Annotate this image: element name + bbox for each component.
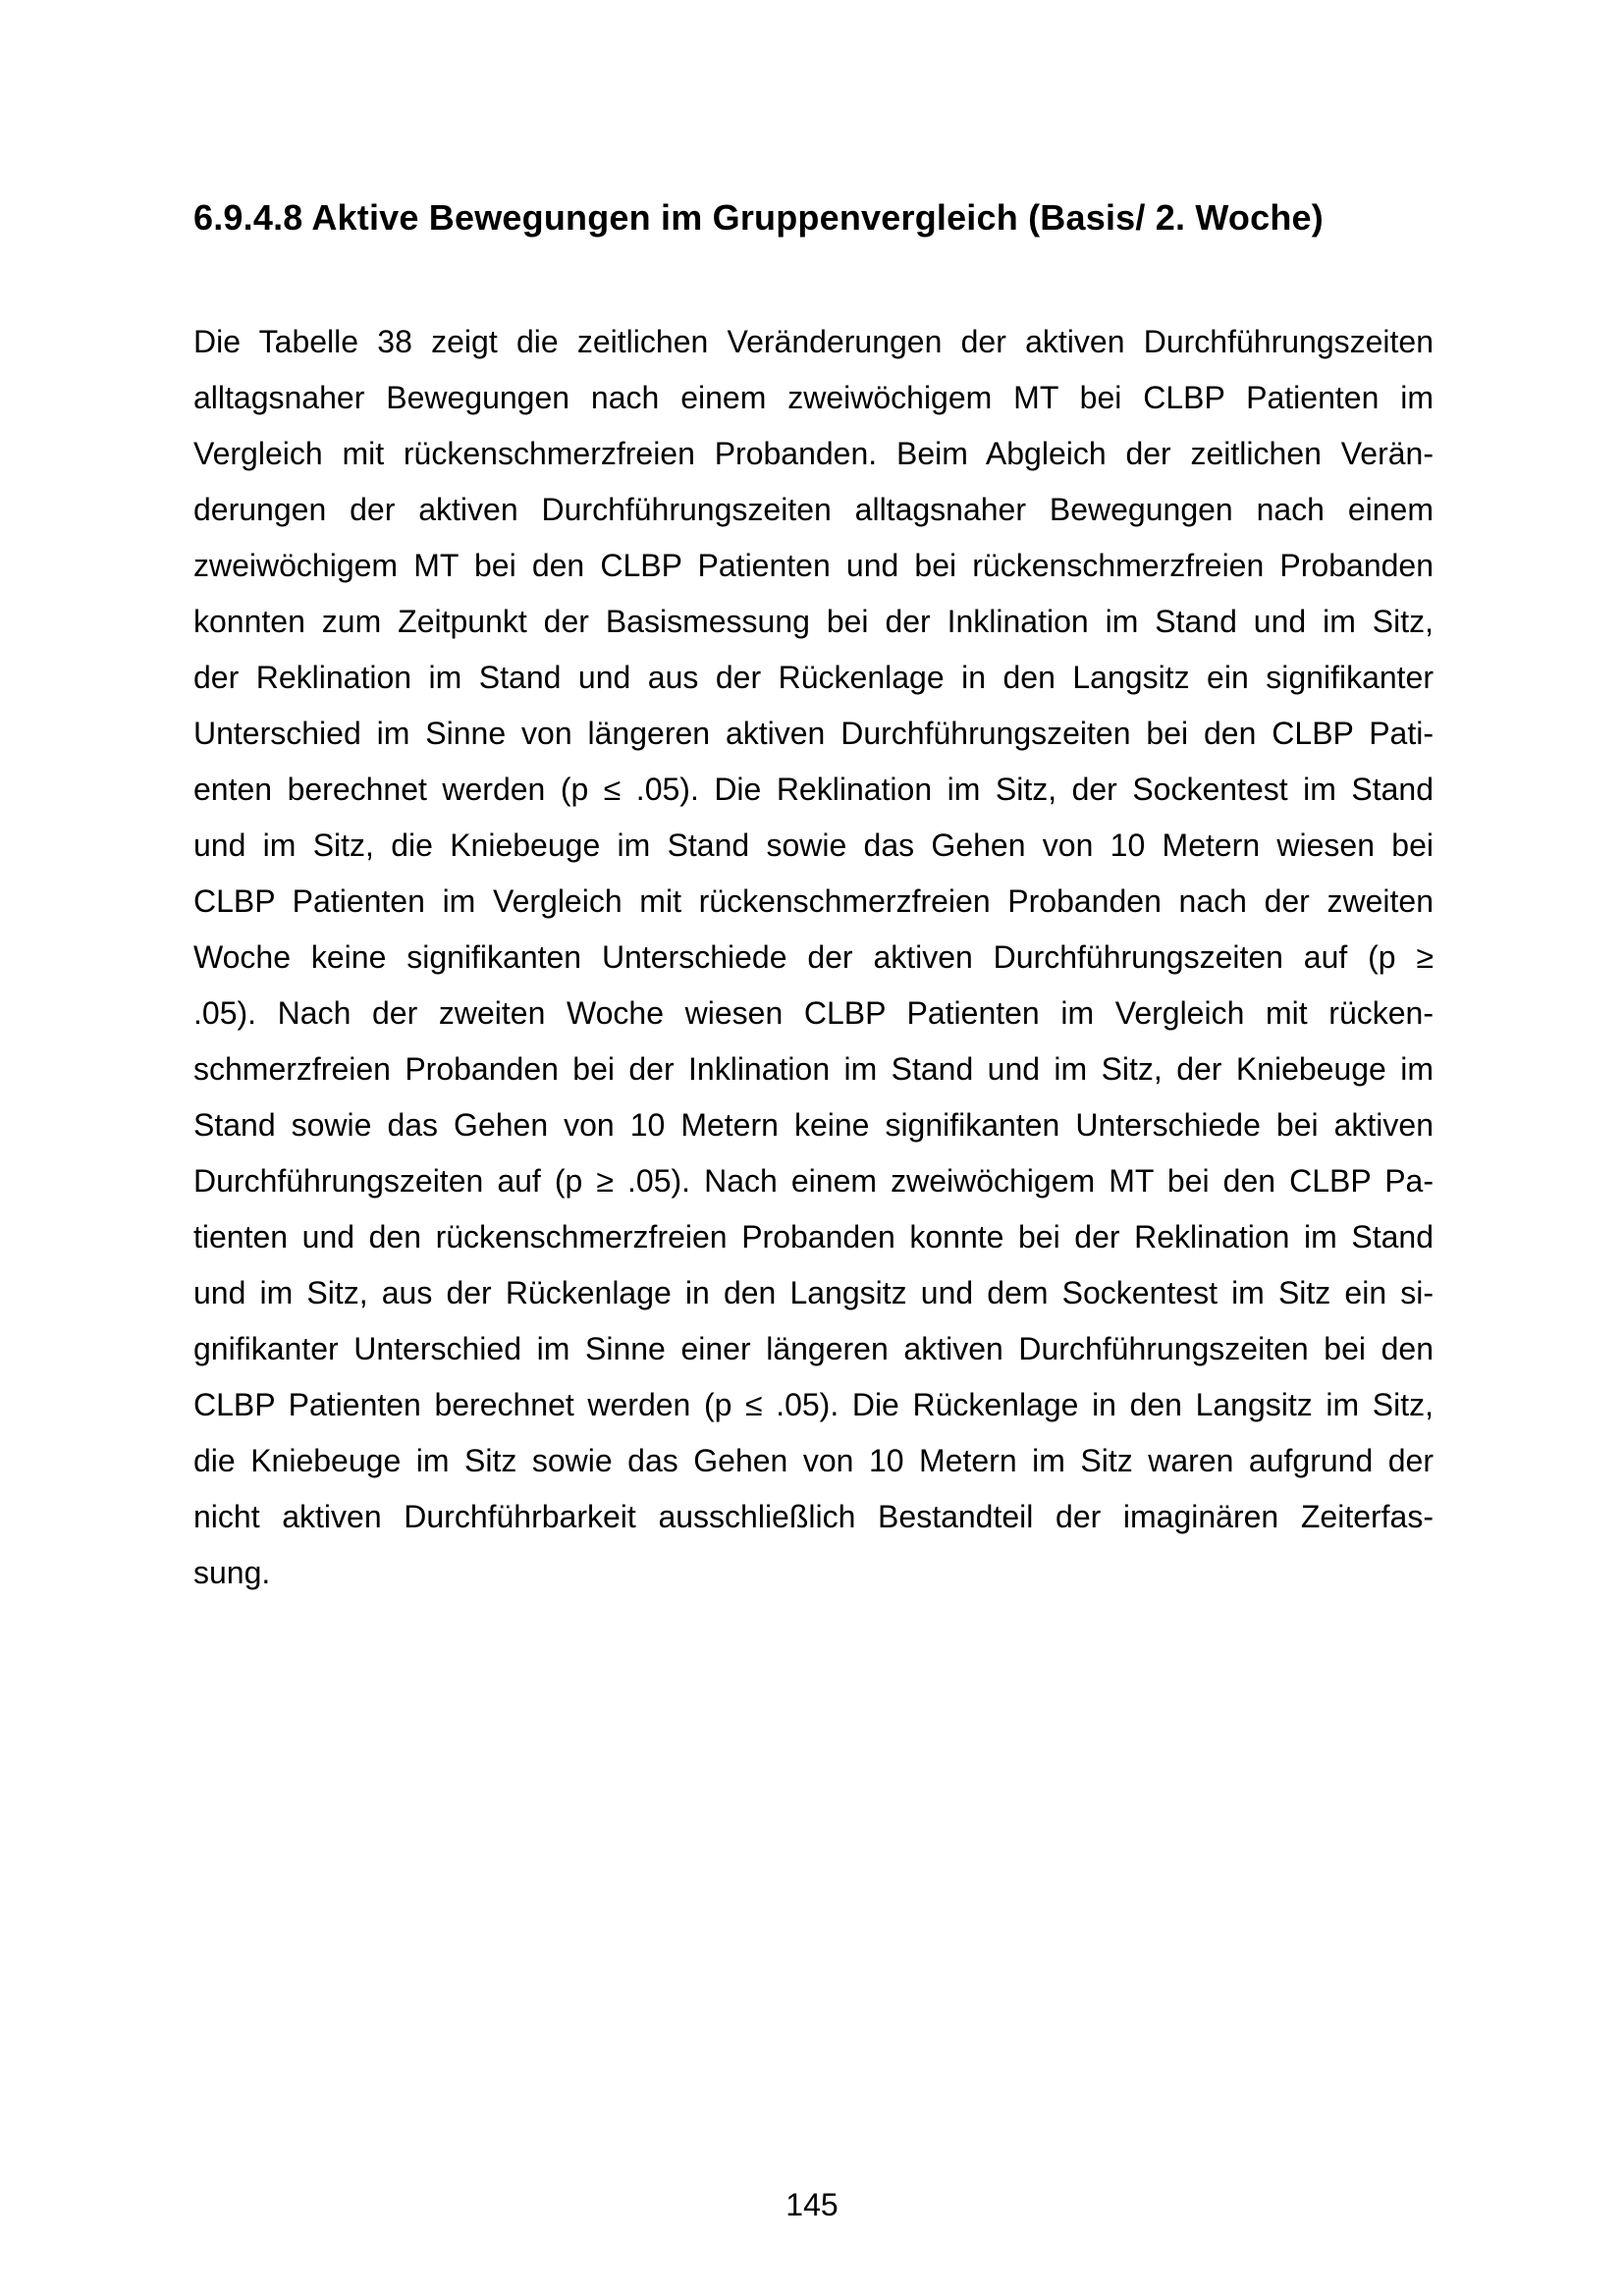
paragraph-line: schmerzfreien Probanden bei der Inklination im Stand und im Sitz, der Kniebeuge im (193, 1051, 1434, 1087)
text-block (193, 196, 1434, 1601)
paragraph-line: zweiwöchigem MT bei den CLBP Patienten und bei rückenschmerzfreien Probanden (193, 548, 1434, 583)
paragraph-line: die Kniebeuge im Sitz sowie das Gehen von 10 Metern im Sitz waren aufgrund der (193, 1443, 1434, 1478)
paragraph-line: und im Sitz, die Kniebeuge im Stand sowie das Gehen von 10 Metern wiesen bei (193, 828, 1434, 863)
section-heading: 6.9.4.8 Aktive Bewegungen im Gruppenvergleich (Basis/ 2. Woche) (193, 197, 1324, 238)
paragraph-line: Durchführungszeiten auf (p ≥ .05). Nach einem zweiwöchigem MT bei den CLBP Pa- (193, 1163, 1434, 1199)
paragraph-line: Unterschied im Sinne von längeren aktiven Durchführungszeiten bei den CLBP Pati- (193, 716, 1434, 751)
paragraph-line: und im Sitz, aus der Rückenlage in den Langsitz und dem Sockentest im Sitz ein si- (193, 1275, 1434, 1310)
paragraph-line: Stand sowie das Gehen von 10 Metern keine signifikanten Unterschiede bei aktiven (193, 1107, 1434, 1143)
paragraph-line: CLBP Patienten im Vergleich mit rückenschmerzfreien Probanden nach der zweiten (193, 883, 1434, 919)
paragraph-line: nicht aktiven Durchführbarkeit ausschließlich Bestandteil der imaginären Zeiterfas- (193, 1499, 1434, 1534)
paragraph-line: alltagsnaher Bewegungen nach einem zweiwöchigem MT bei CLBP Patienten im (193, 380, 1434, 415)
paragraph-line: Vergleich mit rückenschmerzfreien Probanden. Beim Abgleich der zeitlichen Verän- (193, 436, 1434, 471)
paragraph-line: derungen der aktiven Durchführungszeiten alltagsnaher Bewegungen nach einem (193, 492, 1434, 527)
paragraph-line: enten berechnet werden (p ≤ .05). Die Reklination im Sitz, der Sockentest im Stand (193, 772, 1434, 807)
paragraph-line: gnifikanter Unterschied im Sinne einer längeren aktiven Durchführungszeiten bei den (193, 1331, 1434, 1366)
paragraph-line: tienten und den rückenschmerzfreien Probanden konnte bei der Reklination im Stand (193, 1219, 1434, 1255)
paragraph-line: CLBP Patienten berechnet werden (p ≤ .05). Die Rückenlage in den Langsitz im Sitz, (193, 1387, 1434, 1422)
body-paragraph (193, 314, 1434, 1601)
paragraph-line: Woche keine signifikanten Unterschiede der aktiven Durchführungszeiten auf (p ≥ (193, 939, 1434, 975)
page-number: 145 (785, 2187, 839, 2222)
paragraph-line: der Reklination im Stand und aus der Rückenlage in den Langsitz ein signifikanter (193, 660, 1434, 695)
paragraph-line: sung. (193, 1555, 271, 1590)
paragraph-line: Die Tabelle 38 zeigt die zeitlichen Veränderungen der aktiven Durchführungszeiten (193, 324, 1434, 359)
paragraph-line: .05). Nach der zweiten Woche wiesen CLBP Patienten im Vergleich mit rücken- (193, 995, 1434, 1031)
paragraph-line: konnten zum Zeitpunkt der Basismessung bei der Inklination im Stand und im Sitz, (193, 604, 1434, 639)
